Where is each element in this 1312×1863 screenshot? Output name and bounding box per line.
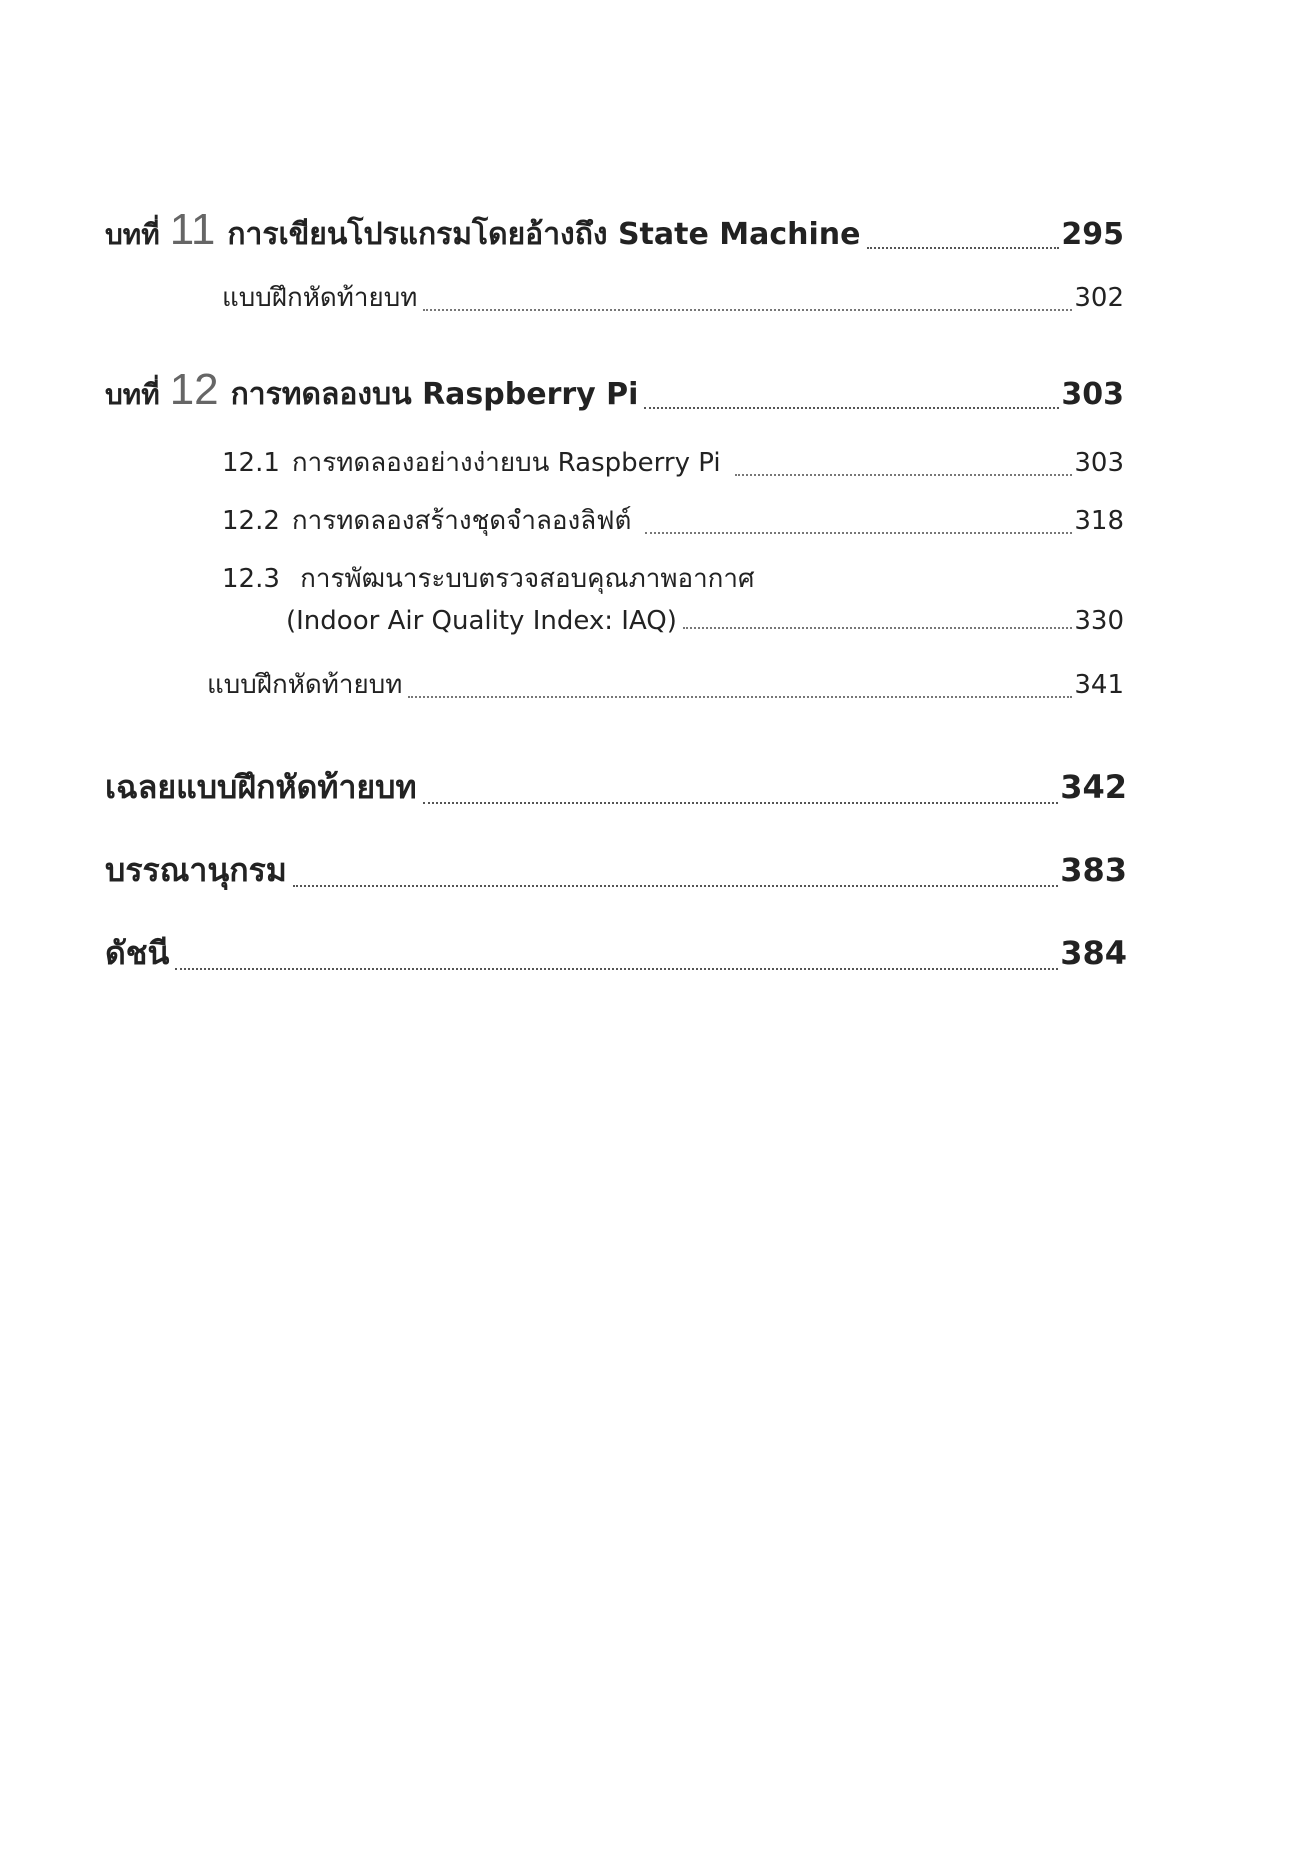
chapter-prefix: บทที่ [105,378,160,411]
exercise-page-number: 302 [1074,283,1124,313]
toc-chapter-12[interactable] [105,365,1124,418]
toc-answers[interactable] [105,762,1127,813]
dot-leader [423,802,1059,804]
section-title-continued: (Indoor Air Quality Index: IAQ) [286,606,677,636]
dot-leader [293,885,1058,887]
section-number: 12.2 [222,506,280,536]
dot-leader [175,968,1058,970]
dot-leader [644,407,1059,409]
chapter-prefix: บทที่ [105,218,160,251]
answers-label: เฉลยแบบฝึกหัดท้ายบท [105,768,417,806]
dot-leader [735,474,1073,476]
chapter-title: การทดลองบน Raspberry Pi [230,377,639,412]
toc-section-12-2[interactable] [222,500,1124,541]
section-title: การพัฒนาระบบตรวจสอบคุณภาพอากาศ [300,564,755,594]
section-page-number: 318 [1074,506,1124,536]
section-title: การทดลองสร้างชุดจำลองลิฟต์ [291,506,632,536]
index-page-number: 384 [1060,934,1127,972]
answers-page-number: 342 [1060,768,1127,806]
chapter-page-number: 295 [1061,217,1124,252]
section-title: การทดลองอย่างง่ายบน Raspberry Pi [291,448,721,478]
bibliography-label: บรรณานุกรม [105,851,287,889]
exercise-page-number: 341 [1074,670,1124,700]
dot-leader [867,247,1060,249]
exercise-label: แบบฝึกหัดท้ายบท [207,670,403,700]
dot-leader [423,309,1072,311]
section-number: 12.1 [222,448,280,478]
chapter-number: 12 [169,365,219,414]
chapter-number: 11 [169,205,216,254]
index-label: ดัชนี [105,934,170,972]
dot-leader [408,696,1072,698]
toc-index[interactable] [105,928,1127,979]
toc-exercise-ch11[interactable] [222,277,1124,318]
toc-section-12-3-line1[interactable] [222,558,755,599]
toc-exercise-ch12[interactable] [207,664,1124,705]
toc-bibliography[interactable] [105,845,1127,896]
dot-leader [645,532,1072,534]
chapter-title: การเขียนโปรแกรมโดยอ้างถึง State Machine [227,217,861,252]
toc-chapter-11[interactable] [105,205,1124,258]
section-page-number: 303 [1074,448,1124,478]
toc-section-12-1[interactable] [222,442,1124,483]
section-number: 12.3 [222,564,280,594]
section-page-number: 330 [1074,606,1124,636]
chapter-page-number: 303 [1061,377,1124,412]
exercise-label: แบบฝึกหัดท้ายบท [222,283,418,313]
dot-leader [683,627,1072,629]
toc-section-12-3-line2[interactable] [286,606,1124,636]
bibliography-page-number: 383 [1060,851,1127,889]
